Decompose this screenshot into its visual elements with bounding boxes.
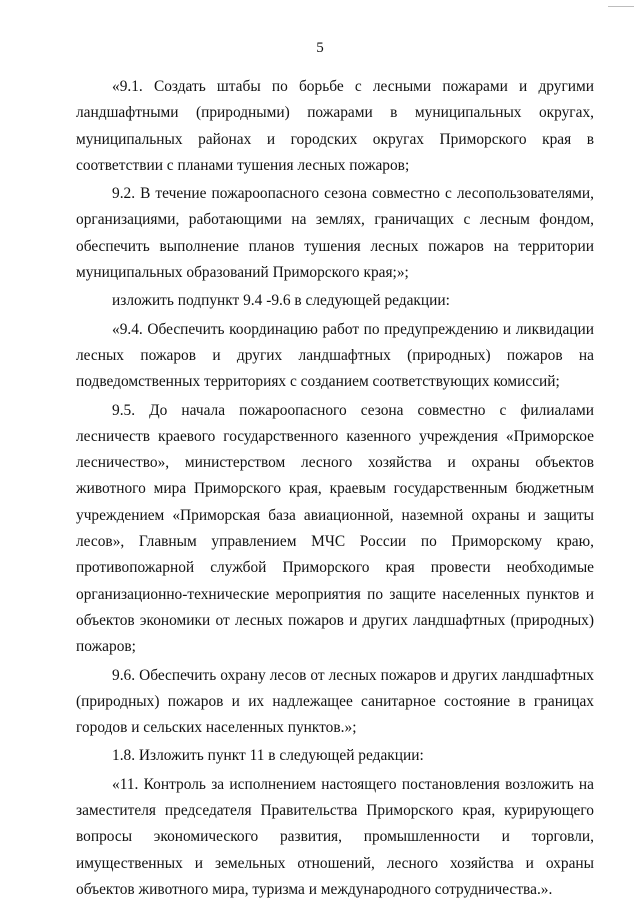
paragraph-9-4: «9.4. Обеспечить координацию работ по предупреждению и ликвидации лесных пожаров и других ландшафтных (природных) пожаров на подведомственных территориях с созданием соответствующих комиссий; bbox=[76, 320, 594, 391]
paragraph-amend-intro: изложить подпункт 9.4 -9.6 в следующей редакции: bbox=[112, 292, 450, 310]
paragraph-9-6: 9.6. Обеспечить охрану лесов от лесных пожаров и других ландшафтных (природных) пожаров и их надлежащее санитарное состояние в границах городов и сельских населенных пунктов.»; bbox=[76, 666, 594, 737]
paragraph-9-2: 9.2. В течение пожароопасного сезона совместно с лесопользователями, организациями, работающими на землях, граничащих с лесным фондом, обеспечить выполнение планов тушения лесных пожаров на территории муниципальных образований Приморского края;»; bbox=[76, 185, 594, 282]
page-number: 5 bbox=[316, 40, 324, 56]
paragraph-9-5: 9.5. До начала пожароопасного сезона совместно с филиалами лесничеств краевого государственного казенного учреждения «Приморское лесничество», министерством лесного хозяйства и охраны объектов животного мира Приморского края, краевым государственным бюджетным учреждением «Приморская база авиационной, наземной охраны и защиты лесов», Главным управлением МЧС России по Приморскому краю, противопожарной службой Приморского края провести необходимые организационно-технические мероприятия по защите населенных пунктов и объектов экономики от лесных пожаров и других ландшафтных (природных) пожаров; bbox=[76, 401, 594, 656]
paragraph-11: «11. Контроль за исполнением настоящего постановления возложить на заместителя председателя Правительства Приморского края, курирующего вопросы экономического развития, промышленности и торговли, имущественных и земельных отношений, лесного хозяйства и охраны объектов животного мира, туризма и международного сотрудничества.». bbox=[76, 775, 594, 898]
corner-mark bbox=[608, 6, 634, 7]
paragraph-1-8: 1.8. Изложить пункт 11 в следующей редакции: bbox=[112, 747, 424, 765]
paragraph-9-1: «9.1. Создать штабы по борьбе с лесными пожарами и другими ландшафтными (природными) пожарами в муниципальных округах, муниципальных районах и городских округах Приморского края в соответствии с планами тушения лесных пожаров; bbox=[76, 78, 594, 174]
document-body bbox=[76, 74, 594, 903]
